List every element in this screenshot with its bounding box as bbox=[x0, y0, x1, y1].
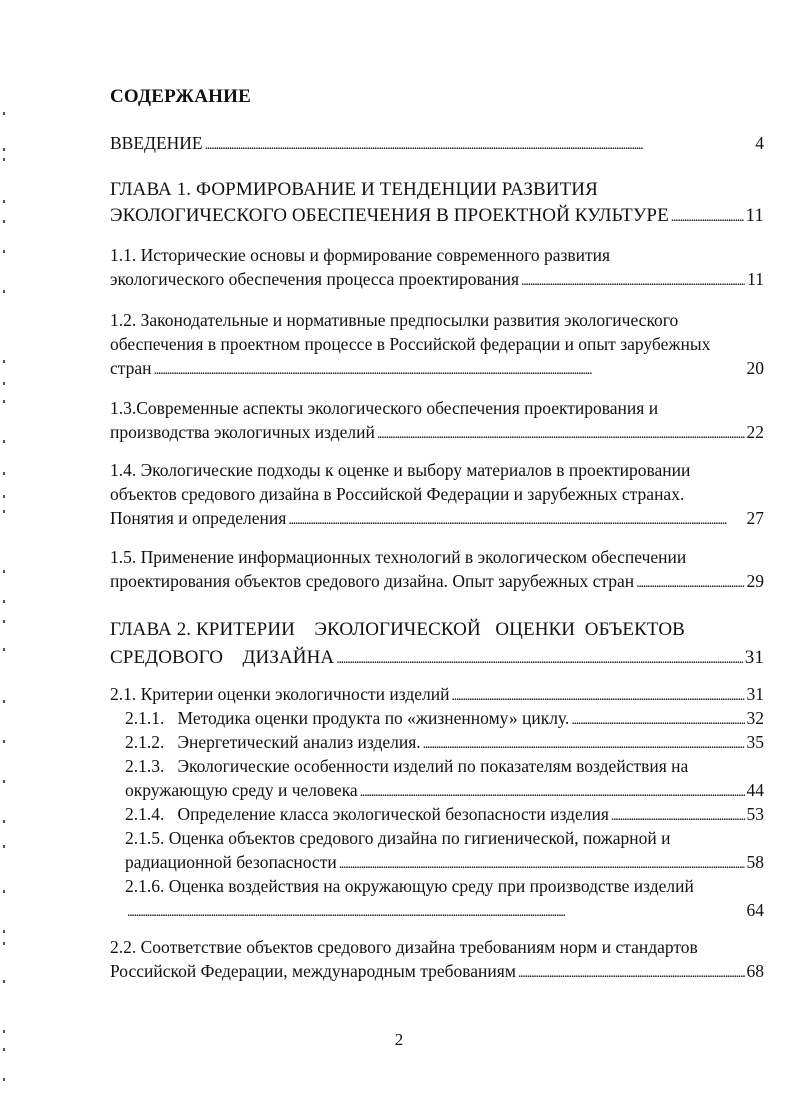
toc-page-number: 35 bbox=[746, 732, 764, 752]
toc-entry-text: радиационной безопасности bbox=[125, 852, 337, 872]
toc-entry-text: 2.1.3. Экологические особенности изделий по показателям воздействия на bbox=[125, 756, 689, 776]
toc-entry-text: 1.5. Применение информационных технологий в экологическом обеспечении bbox=[110, 547, 687, 567]
toc-entry-text: 2.1.4. Определение класса экологической безопасности изделия bbox=[125, 804, 609, 824]
toc-page-number: 58 bbox=[746, 852, 764, 872]
dot-leader bbox=[611, 802, 745, 829]
toc-entry-text: Понятия и определения bbox=[110, 508, 287, 528]
toc-page-number: 22 bbox=[746, 422, 764, 442]
dot-leader bbox=[451, 682, 744, 709]
dot-leader bbox=[636, 569, 744, 596]
toc-page-number: 11 bbox=[747, 269, 764, 289]
toc-page-number: 44 bbox=[746, 780, 764, 800]
toc-entry-chapter-2[interactable] bbox=[110, 616, 764, 674]
toc-entry-section-2-2[interactable] bbox=[110, 935, 764, 986]
toc-page-number: 20 bbox=[746, 358, 764, 378]
toc-entry-text: стран bbox=[110, 358, 152, 378]
toc-entry-section-2-1-2[interactable] bbox=[125, 730, 764, 757]
toc-entry-text: ЭКОЛОГИЧЕСКОГО ОБЕСПЕЧЕНИЯ В ПРОЕКТНОЙ КУЛЬТУРЕ bbox=[110, 205, 669, 226]
dot-leader bbox=[671, 203, 744, 231]
toc-entry-text: 1.3.Современные аспекты экологического обеспечения проектирования и bbox=[110, 398, 659, 418]
toc-entry-text: 1.2. Законодательные и нормативные предпосылки развития экологического bbox=[110, 310, 679, 330]
dot-leader bbox=[423, 730, 745, 757]
dot-leader bbox=[571, 706, 744, 733]
dot-leader bbox=[377, 420, 745, 447]
toc-entry-text: окружающую среду и человека bbox=[125, 780, 358, 800]
toc-entry-text: 1.4. Экологические подходы к оценке и выбору материалов в проектировании bbox=[110, 460, 691, 480]
scan-margin-marks bbox=[3, 100, 11, 1090]
dot-leader bbox=[339, 850, 745, 877]
toc-entry-section-2-1-4[interactable] bbox=[125, 802, 764, 829]
dot-leader bbox=[127, 898, 745, 925]
toc-entry-text: 2.1.5. Оценка объектов средового дизайна по гигиенической, пожарной и bbox=[125, 828, 671, 848]
toc-entry-section-2-1-5[interactable] bbox=[125, 826, 764, 877]
toc-entry-text: СРЕДОВОГО ДИЗАЙНА bbox=[110, 647, 335, 668]
toc-page-number: 64 bbox=[746, 900, 764, 920]
toc-entry-text: 1.1. Исторические основы и формирование современного развития bbox=[110, 245, 611, 265]
toc-entry-section-2-1-3[interactable] bbox=[125, 754, 764, 805]
toc-page-number: 32 bbox=[746, 708, 764, 728]
toc-entry-text: 2.1.6. Оценка воздействия на окружающую среду при производстве изделий bbox=[125, 876, 694, 896]
toc-title: СОДЕРЖАНИЕ bbox=[110, 86, 251, 107]
dot-leader bbox=[518, 959, 745, 986]
toc-page-number: 4 bbox=[755, 133, 764, 153]
toc-page-number: 29 bbox=[746, 571, 764, 591]
toc-entry-text: производства экологичных изделий bbox=[110, 422, 375, 442]
toc-page-number: 31 bbox=[746, 684, 764, 704]
toc-entry-section-1-4[interactable] bbox=[110, 458, 764, 533]
toc-entry-section-1-2[interactable] bbox=[110, 308, 764, 383]
toc-entry-section-2-1[interactable] bbox=[110, 682, 764, 709]
toc-page-number: 53 bbox=[746, 804, 764, 824]
toc-entry-text: ВВЕДЕНИЕ bbox=[110, 133, 203, 153]
toc-entry-section-2-1-1[interactable] bbox=[125, 706, 764, 733]
toc-entry-section-1-5[interactable] bbox=[110, 545, 764, 596]
toc-entry-section-2-1-6[interactable] bbox=[125, 874, 764, 925]
toc-page-number: 11 bbox=[745, 205, 764, 226]
toc-entry-text: Российской Федерации, международным требованиям bbox=[110, 961, 516, 981]
toc-entry-text: 2.1.2. Энергетический анализ изделия. bbox=[125, 732, 421, 752]
toc-entry-text: 2.2. Соответствие объектов средового дизайна требованиям норм и стандартов bbox=[110, 937, 698, 957]
dot-leader bbox=[205, 131, 754, 158]
dot-leader bbox=[154, 356, 745, 383]
dot-leader bbox=[288, 506, 744, 533]
toc-entry-text: обеспечения в проектном процессе в Российской федерации и опыт зарубежных bbox=[110, 334, 711, 354]
toc-entry-text: объектов средового дизайна в Российской Федерации и зарубежных странах. bbox=[110, 484, 685, 504]
toc-page-number: 27 bbox=[746, 508, 764, 528]
toc-entry-text: 2.1.1. Методика оценки продукта по «жизненному» циклу. bbox=[125, 708, 570, 728]
dot-leader bbox=[336, 644, 743, 674]
toc-entry-text: ГЛАВА 1. ФОРМИРОВАНИЕ И ТЕНДЕНЦИИ РАЗВИТИЯ bbox=[110, 179, 598, 200]
toc-entry-section-1-1[interactable] bbox=[110, 243, 764, 294]
page-number: 2 bbox=[394, 1030, 404, 1049]
toc-page-number: 68 bbox=[746, 961, 764, 981]
toc-page-number: 31 bbox=[744, 647, 764, 668]
toc-entry-text: проектирования объектов средового дизайна. Опыт зарубежных стран bbox=[110, 571, 635, 591]
toc-entry-chapter-1[interactable] bbox=[110, 177, 764, 231]
toc-entry-introduction[interactable] bbox=[110, 131, 764, 158]
dot-leader bbox=[521, 267, 745, 294]
toc-entry-text: ГЛАВА 2. КРИТЕРИИ ЭКОЛОГИЧЕСКОЙ ОЦЕНКИ ОБЪЕКТОВ bbox=[110, 619, 685, 640]
toc-entry-text: 2.1. Критерии оценки экологичности изделий bbox=[110, 684, 450, 704]
toc-entry-section-1-3[interactable] bbox=[110, 396, 764, 447]
dot-leader bbox=[360, 778, 745, 805]
toc-entry-text: экологического обеспечения процесса проектирования bbox=[110, 269, 520, 289]
